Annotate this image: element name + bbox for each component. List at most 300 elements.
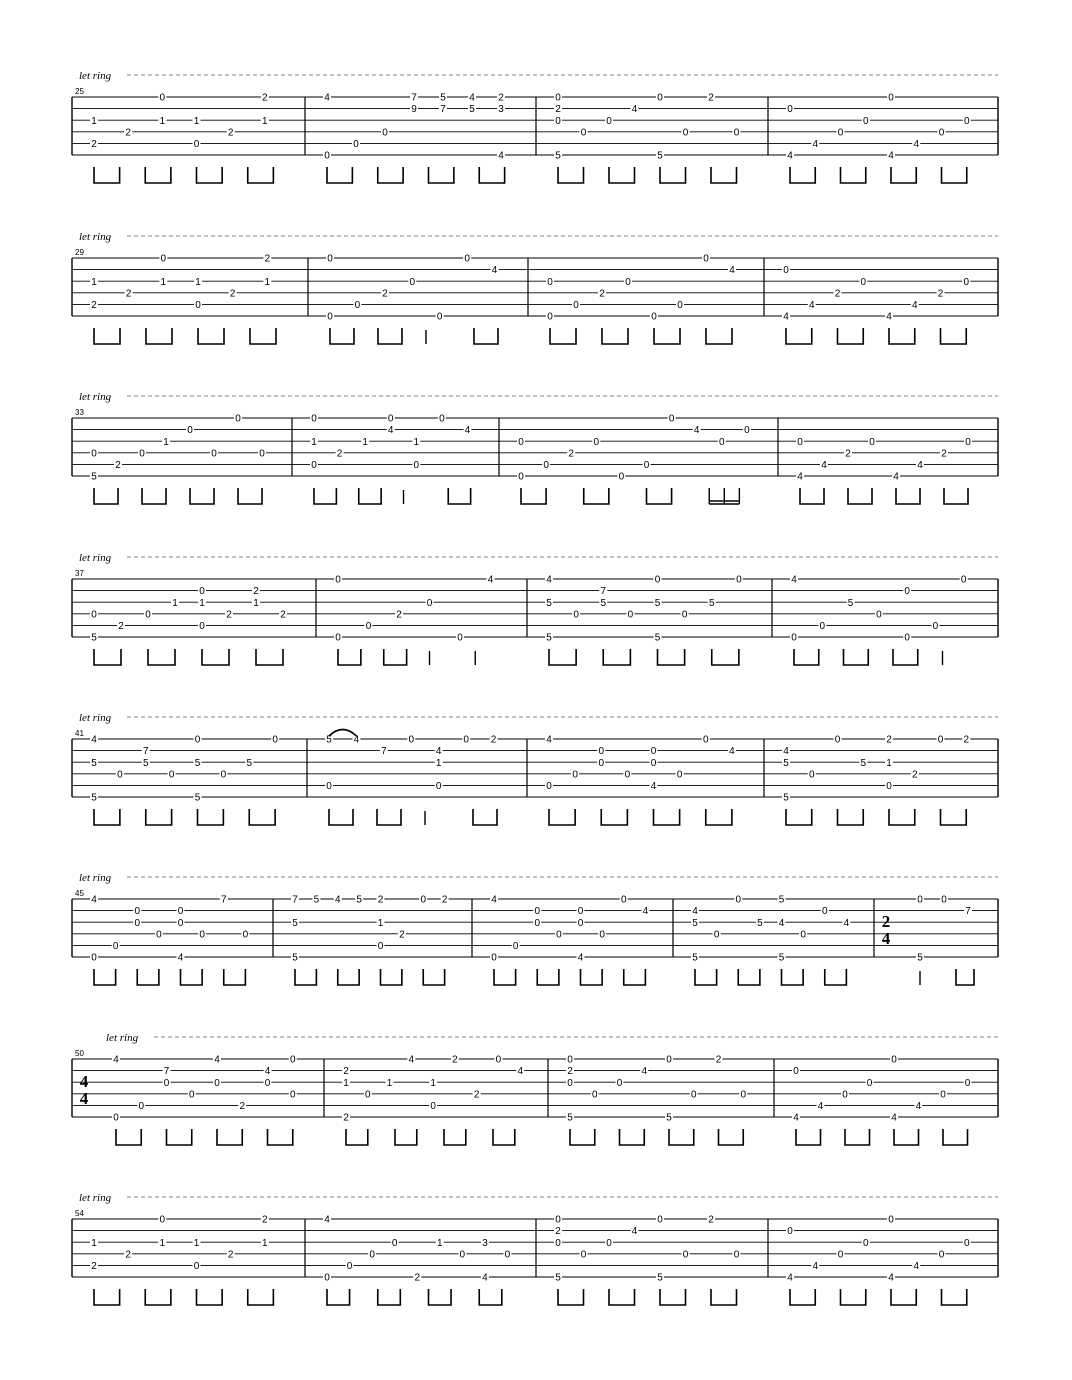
fret-number: 0	[572, 769, 578, 781]
fret-number: 2	[715, 1054, 722, 1066]
eighth-note-beam	[181, 969, 203, 985]
fret-number: 0	[512, 941, 519, 952]
fret-number: 0	[235, 413, 241, 425]
eighth-note-beam	[238, 488, 262, 504]
fret-number: 0	[387, 413, 394, 425]
fret-number: 0	[606, 115, 612, 127]
eighth-note-beam	[384, 649, 407, 665]
eighth-note-beam	[896, 488, 920, 504]
fret-number: 4	[642, 906, 649, 918]
eighth-note-beam	[711, 1289, 737, 1305]
fret-number: 1	[262, 115, 268, 127]
fret-number: 0	[346, 1261, 353, 1272]
fret-number: 0	[876, 609, 882, 621]
eighth-note-beam	[474, 328, 498, 344]
fret-number: 0	[195, 300, 201, 311]
fret-number: 2	[708, 1214, 714, 1226]
time-signature-top: 2	[881, 912, 891, 931]
fret-number: 0	[657, 92, 663, 104]
fret-number: 2	[262, 92, 268, 104]
measure-54	[90, 1214, 273, 1306]
eighth-note-beam	[327, 1289, 350, 1305]
eighth-note-beam	[848, 488, 872, 504]
fret-number: 2	[708, 92, 714, 104]
fret-number: 0	[888, 92, 894, 104]
fret-number: 2	[555, 104, 561, 116]
eighth-note-beam	[395, 1129, 417, 1145]
fret-number: 5	[91, 757, 97, 769]
fret-number: 0	[682, 1249, 689, 1261]
fret-number: 2	[227, 127, 234, 139]
eighth-note-beam	[494, 969, 516, 985]
fret-number: 0	[960, 574, 967, 586]
eighth-note-beam	[695, 969, 717, 985]
fret-number: 0	[324, 1272, 330, 1284]
fret-number: 4	[641, 1066, 648, 1078]
fret-number: 4	[783, 311, 789, 323]
fret-number: 5	[567, 1112, 573, 1124]
fret-number: 4	[91, 734, 97, 746]
fret-number: 0	[354, 300, 361, 311]
fret-number: 0	[187, 425, 193, 437]
tab-system-25	[72, 70, 998, 183]
fret-number: 5	[778, 894, 785, 906]
fret-number: 0	[666, 1054, 672, 1066]
fret-number: 1	[430, 1077, 436, 1089]
fret-number: 0	[199, 929, 205, 941]
eighth-note-beam	[786, 809, 812, 825]
fret-number: 4	[491, 265, 498, 277]
fret-number: 0	[214, 1077, 220, 1089]
measure-47	[490, 894, 649, 986]
fret-number: 0	[436, 311, 443, 323]
fret-number: 0	[657, 1214, 663, 1226]
fret-number: 0	[188, 1089, 195, 1101]
fret-number: 5	[778, 952, 785, 964]
fret-number: 0	[800, 929, 806, 941]
fret-number: 4	[797, 471, 803, 483]
fret-number: 2	[118, 621, 124, 632]
measure-36	[796, 436, 972, 504]
fret-number: 4	[214, 1054, 220, 1066]
eighth-note-beam	[521, 488, 546, 504]
eighth-note-beam	[891, 1289, 916, 1305]
measure-number: 54	[75, 1209, 84, 1218]
fret-number: 5	[142, 757, 149, 769]
fret-number: 5	[917, 952, 923, 964]
fret-number: 0	[577, 906, 584, 918]
fret-number: 0	[625, 276, 631, 288]
fret-number: 5	[555, 1272, 561, 1284]
fret-number: 5	[292, 917, 298, 929]
fret-number: 2	[396, 609, 402, 621]
fret-number: 5	[654, 597, 661, 609]
eighth-note-beam	[647, 488, 672, 504]
eighth-note-beam	[473, 809, 497, 825]
fret-number: 0	[940, 1089, 946, 1101]
eighth-note-beam	[190, 488, 214, 504]
fret-number: 0	[156, 929, 162, 941]
fret-number: 5	[708, 597, 715, 609]
fret-number: 7	[142, 746, 149, 758]
fret-number: 5	[292, 952, 298, 964]
fret-number: 4	[498, 150, 504, 162]
eighth-note-beam	[377, 809, 401, 825]
fret-number: 0	[573, 300, 579, 311]
fret-number: 4	[917, 460, 923, 471]
measure-38	[334, 574, 495, 666]
fret-number: 0	[787, 104, 793, 116]
fret-number: 2	[886, 734, 892, 746]
fret-number: 0	[457, 632, 463, 644]
eighth-note-beam	[94, 649, 121, 665]
fret-number: 0	[618, 471, 625, 483]
fret-number: 2	[229, 288, 236, 300]
eighth-note-beam	[94, 809, 120, 825]
fret-number: 0	[932, 621, 939, 632]
fret-number: 0	[598, 746, 605, 758]
eighth-note-beam	[338, 649, 361, 665]
fret-number: 0	[264, 1077, 271, 1089]
eighth-note-beam	[250, 328, 276, 344]
eighth-note-beam	[329, 809, 353, 825]
eighth-note-beam	[956, 969, 974, 985]
fret-number: 1	[886, 757, 892, 769]
tab-system-37	[72, 552, 998, 665]
tab-system-45	[72, 872, 998, 985]
fret-number: 5	[546, 632, 552, 644]
eighth-note-beam	[844, 649, 869, 665]
eighth-note-beam	[941, 328, 967, 344]
fret-number: 4	[577, 952, 584, 964]
fret-number: 4	[913, 139, 920, 150]
fret-number: 0	[220, 769, 227, 781]
fret-number: 4	[915, 1101, 922, 1112]
fret-number: 7	[292, 894, 298, 906]
fret-number: 0	[682, 127, 689, 139]
eighth-note-beam	[148, 649, 175, 665]
fret-number: 0	[599, 929, 605, 941]
fret-number: 0	[177, 906, 184, 918]
fret-number: 0	[193, 139, 200, 150]
fret-number: 7	[163, 1066, 170, 1078]
fret-number: 4	[791, 574, 797, 586]
fret-number: 0	[311, 460, 317, 471]
fret-number: 1	[163, 436, 169, 448]
fret-number: 0	[426, 597, 433, 609]
eighth-note-beam	[248, 167, 274, 183]
fret-number: 0	[681, 609, 688, 621]
fret-number: 0	[534, 906, 541, 918]
measure-33	[90, 413, 266, 505]
eighth-note-beam	[790, 167, 815, 183]
fret-number: 2	[568, 448, 574, 460]
eighth-note-beam	[94, 969, 116, 985]
fret-number: 0	[808, 769, 815, 781]
eighth-note-beam	[838, 328, 864, 344]
measure-48	[691, 894, 850, 986]
eighth-note-beam	[429, 167, 454, 183]
eighth-note-beam	[782, 969, 804, 985]
fret-number: 5	[440, 92, 446, 104]
fret-number: 0	[113, 1112, 119, 1124]
fret-number: 2	[253, 586, 259, 598]
fret-number: 4	[324, 1214, 330, 1226]
measure-50	[112, 1054, 297, 1146]
fret-number: 0	[163, 1077, 170, 1089]
eighth-note-beam	[429, 1289, 452, 1305]
measure-42	[325, 730, 498, 826]
fret-number: 4	[469, 92, 475, 104]
fret-number: 0	[719, 436, 725, 448]
eighth-note-beam	[537, 969, 559, 985]
fret-number: 0	[555, 115, 561, 127]
fret-number: 2	[599, 288, 605, 300]
eighth-note-beam	[493, 1129, 515, 1145]
fret-number: 0	[518, 436, 524, 448]
eighth-note-beam	[941, 809, 967, 825]
fret-number: 0	[534, 917, 541, 929]
fret-number: 0	[573, 609, 579, 621]
fret-number: 1	[435, 757, 442, 769]
eighth-note-beam	[660, 167, 686, 183]
fret-number: 0	[577, 917, 584, 929]
fret-number: 4	[464, 425, 471, 437]
eighth-note-beam	[146, 328, 172, 344]
fret-number: 0	[112, 941, 119, 952]
fret-number: 0	[860, 276, 867, 288]
fret-number: 1	[195, 276, 201, 288]
fret-number: 0	[311, 413, 317, 425]
eighth-note-beam	[794, 649, 819, 665]
fret-number: 2	[377, 894, 384, 906]
fret-number: 0	[327, 311, 333, 323]
time-signature-top: 4	[79, 1072, 89, 1091]
eighth-note-beam	[712, 649, 739, 665]
fret-number: 5	[356, 894, 362, 906]
fret-number: 3	[482, 1237, 488, 1249]
fret-number: 0	[938, 1249, 945, 1261]
eighth-note-beam	[145, 167, 171, 183]
fret-number: 0	[91, 952, 97, 964]
measure-44	[782, 734, 970, 826]
fret-number: 0	[735, 894, 742, 906]
eighth-note-beam	[825, 969, 847, 985]
fret-number: 4	[893, 471, 899, 483]
measure-35	[517, 413, 751, 505]
fret-number: 2	[498, 92, 504, 104]
fret-number: 4	[692, 906, 698, 918]
fret-number: 0	[134, 906, 141, 918]
fret-number: 5	[194, 792, 201, 804]
eighth-note-beam	[142, 488, 166, 504]
fret-number: 7	[440, 104, 446, 116]
fret-number: 0	[651, 311, 657, 323]
fret-number: 0	[733, 127, 740, 139]
fret-number: 4	[911, 300, 918, 311]
fret-number: 1	[377, 917, 384, 929]
fret-number: 2	[91, 1261, 97, 1272]
eighth-note-beam	[620, 1129, 645, 1145]
fret-number: 0	[409, 276, 416, 288]
eighth-note-beam	[94, 167, 120, 183]
measure-25	[90, 92, 273, 184]
fret-number: 0	[842, 1089, 848, 1101]
eighth-note-beam	[669, 1129, 694, 1145]
fret-number: 0	[937, 734, 944, 746]
fret-number: 0	[787, 1226, 793, 1238]
fret-number: 0	[965, 436, 971, 448]
fret-number: 0	[138, 1101, 145, 1112]
fret-number: 0	[159, 1214, 166, 1226]
eighth-note-beam	[94, 1289, 120, 1305]
fret-number: 2	[336, 448, 343, 460]
fret-number: 0	[733, 1249, 740, 1261]
eighth-note-beam	[327, 167, 352, 183]
fret-number: 2	[473, 1089, 480, 1101]
fret-number: 5	[91, 632, 97, 644]
fret-number: 0	[177, 917, 184, 929]
fret-number: 4	[793, 1112, 799, 1124]
fret-number: 0	[941, 894, 947, 906]
measure-30	[326, 253, 499, 345]
eighth-note-beam	[889, 809, 915, 825]
eighth-note-beam	[891, 167, 916, 183]
fret-number: 4	[324, 92, 330, 104]
fret-number: 0	[702, 734, 709, 746]
eighth-note-beam	[584, 488, 609, 504]
fret-number: 0	[139, 448, 145, 460]
fret-number: 0	[259, 448, 265, 460]
fret-number: 1	[362, 436, 368, 448]
fret-number: 4	[783, 746, 789, 758]
eighth-note-beam	[609, 167, 635, 183]
measure-53	[792, 1054, 972, 1146]
fret-number: 7	[411, 92, 417, 104]
eighth-note-beam	[570, 1129, 595, 1145]
eighth-note-beam	[838, 809, 864, 825]
fret-number: 5	[654, 632, 661, 644]
measure-number: 25	[75, 87, 84, 96]
time-signature-bottom: 4	[881, 929, 891, 948]
eighth-note-beam	[654, 328, 680, 344]
fret-number: 0	[834, 734, 841, 746]
eighth-note-beam	[841, 1289, 866, 1305]
fret-number: 7	[381, 746, 387, 758]
eighth-note-beam	[841, 167, 866, 183]
fret-number: 5	[757, 917, 763, 929]
eighth-note-beam	[786, 328, 812, 344]
eighth-note-beam	[706, 328, 732, 344]
fret-number: 4	[787, 1272, 793, 1284]
fret-number: 4	[888, 1272, 894, 1284]
fret-number: 4	[812, 1261, 819, 1272]
eighth-note-beam	[942, 167, 967, 183]
measure-29	[90, 253, 276, 345]
fret-number: 2	[452, 1054, 458, 1066]
fret-number: 9	[411, 104, 417, 116]
eighth-note-beam	[217, 1129, 242, 1145]
fret-number: 1	[159, 115, 166, 127]
eighth-note-beam	[338, 969, 359, 985]
measure-number: 50	[75, 1049, 84, 1058]
fret-number: 0	[677, 300, 683, 311]
eighth-note-beam	[268, 1129, 293, 1145]
fret-number: 4	[177, 952, 184, 964]
measure-41	[90, 734, 279, 826]
eighth-note-beam	[660, 1289, 686, 1305]
fret-number: 4	[913, 1261, 920, 1272]
eighth-note-beam	[448, 488, 470, 504]
fret-number: 0	[963, 115, 970, 127]
fret-number: 0	[866, 1077, 873, 1089]
fret-number: 4	[631, 104, 638, 116]
fret-number: 4	[886, 311, 892, 323]
fret-number: 1	[159, 1237, 166, 1249]
fret-number: 2	[227, 1249, 234, 1261]
fret-number: 5	[91, 792, 97, 804]
fret-number: 2	[226, 609, 232, 621]
eighth-note-beam	[609, 1289, 635, 1305]
eighth-note-beam	[558, 167, 584, 183]
fret-number: 0	[668, 413, 675, 425]
eighth-note-beam	[719, 1129, 744, 1145]
measure-number: 29	[75, 248, 84, 257]
fret-number: 0	[91, 609, 97, 621]
fret-number: 0	[353, 139, 359, 150]
fret-number: 0	[547, 311, 553, 323]
fret-number: 4	[888, 150, 894, 162]
eighth-note-beam	[654, 809, 680, 825]
eighth-note-beam	[381, 969, 402, 985]
eighth-note-beam	[198, 328, 224, 344]
measure-52	[566, 1054, 747, 1146]
fret-number: 0	[117, 769, 123, 781]
eighth-note-beam	[330, 328, 354, 344]
tab-system-50	[72, 1032, 998, 1145]
fret-number: 0	[567, 1077, 573, 1089]
fret-number: 0	[435, 781, 442, 792]
measure-28	[786, 92, 971, 184]
eighth-note-beam	[479, 1289, 502, 1305]
tab-system-29	[72, 231, 998, 344]
eighth-note-beam	[894, 1129, 919, 1145]
fret-number: 0	[837, 127, 844, 139]
fret-number: 2	[91, 300, 97, 311]
fret-number: 2	[937, 288, 944, 300]
fret-number: 5	[600, 597, 607, 609]
eighth-note-beam	[549, 649, 576, 665]
eighth-note-beam	[198, 809, 224, 825]
fret-number: 5	[246, 757, 253, 769]
fret-number: 0	[744, 425, 750, 437]
fret-number: 2	[399, 929, 405, 941]
fret-number: 0	[134, 917, 141, 929]
fret-number: 4	[487, 574, 494, 586]
fret-number: 0	[546, 781, 552, 792]
measure-56	[554, 1214, 741, 1306]
fret-number: 0	[580, 1249, 587, 1261]
eighth-note-beam	[197, 167, 223, 183]
fret-number: 1	[343, 1077, 349, 1089]
fret-number: 0	[598, 757, 605, 769]
measure-number: 37	[75, 569, 84, 578]
eighth-note-beam	[550, 328, 576, 344]
eighth-note-beam	[479, 167, 504, 183]
fret-number: 5	[783, 757, 789, 769]
eighth-note-beam	[94, 488, 118, 504]
fret-number: 0	[869, 436, 875, 448]
